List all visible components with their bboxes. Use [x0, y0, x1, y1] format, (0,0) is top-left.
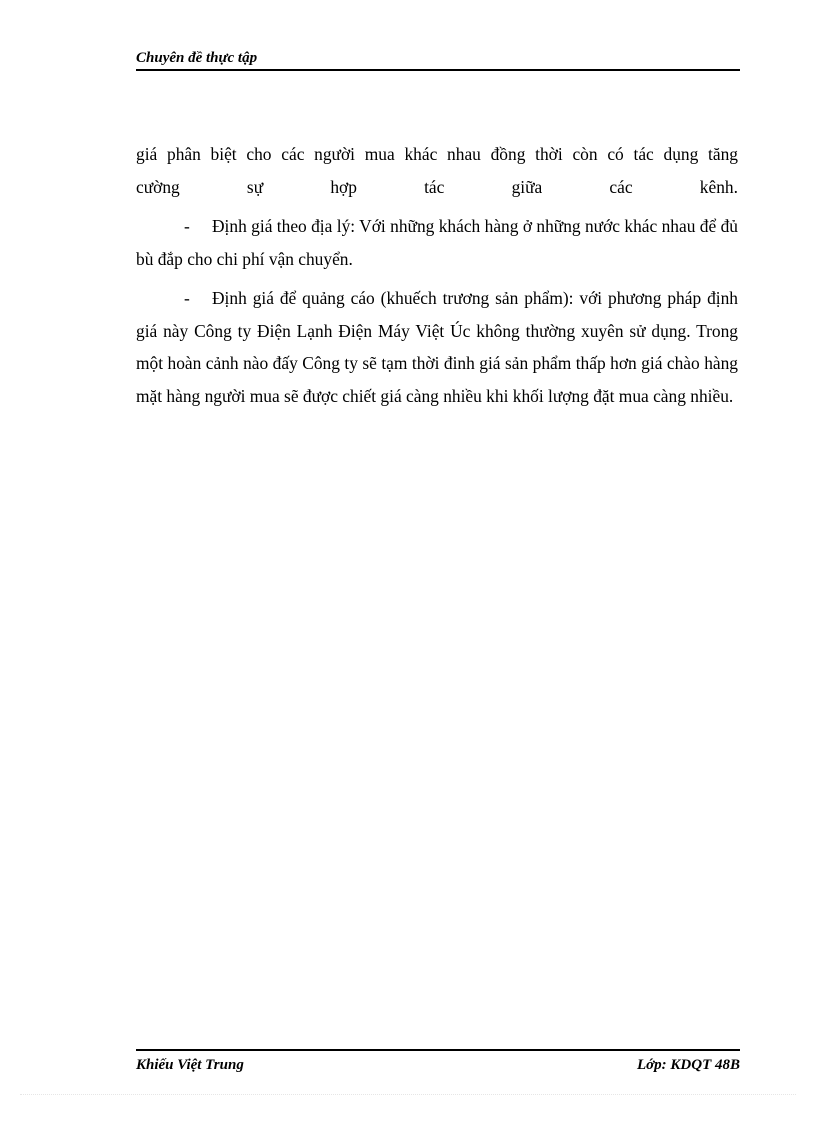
page-body — [136, 138, 738, 412]
page-footer — [136, 1049, 740, 1077]
paragraph-3 — [136, 282, 738, 412]
footer-rule — [136, 1049, 740, 1051]
word: sự — [246, 176, 264, 197]
paragraph-2 — [136, 210, 738, 275]
word: tác — [424, 176, 445, 197]
bullet-dash: - — [184, 216, 190, 236]
paragraph-3-text: Định giá để quảng cáo (khuếch trương sản phẩm): với phương pháp định giá này Công ty Điện Lạnh Điện Máy Việt Úc không thường xuyên sử dụng. Trong một hoàn cảnh nào đấy Công ty sẽ tạm thời đinh giá sản phẩm thấp hơn giá chào hàng mặt hàng người mua sẽ được chiết giá càng nhiều khi khối lượng đặt mua càng nhiều. — [136, 288, 738, 406]
paragraph-2-text: Định giá theo địa lý: Với những khách hàng ở những nước khác nhau để đủ bù đắp cho chi phí vận chuyển. — [136, 216, 738, 269]
word: hợp — [330, 176, 357, 197]
footer-row — [136, 1053, 740, 1077]
paragraph-1 — [136, 138, 738, 203]
page-edge-divider — [20, 1094, 796, 1095]
footer-class: Lớp: KDQT 48B — [636, 1057, 740, 1073]
footer-author: Khiếu Việt Trung — [136, 1057, 244, 1073]
paragraph-1-line-2 — [136, 171, 738, 204]
bullet-dash: - — [184, 288, 190, 308]
word: giữa — [511, 176, 543, 197]
page-header — [136, 48, 740, 71]
header-rule — [136, 69, 740, 71]
word: các — [609, 176, 633, 197]
header-title: Chuyên đề thực tập — [136, 50, 258, 66]
word: cường — [136, 176, 180, 197]
paragraph-1-line-1: giá phân biệt cho các người mua khác nhau đồng thời còn có tác dụng tăng — [136, 144, 738, 164]
word: kênh. — [699, 176, 738, 197]
